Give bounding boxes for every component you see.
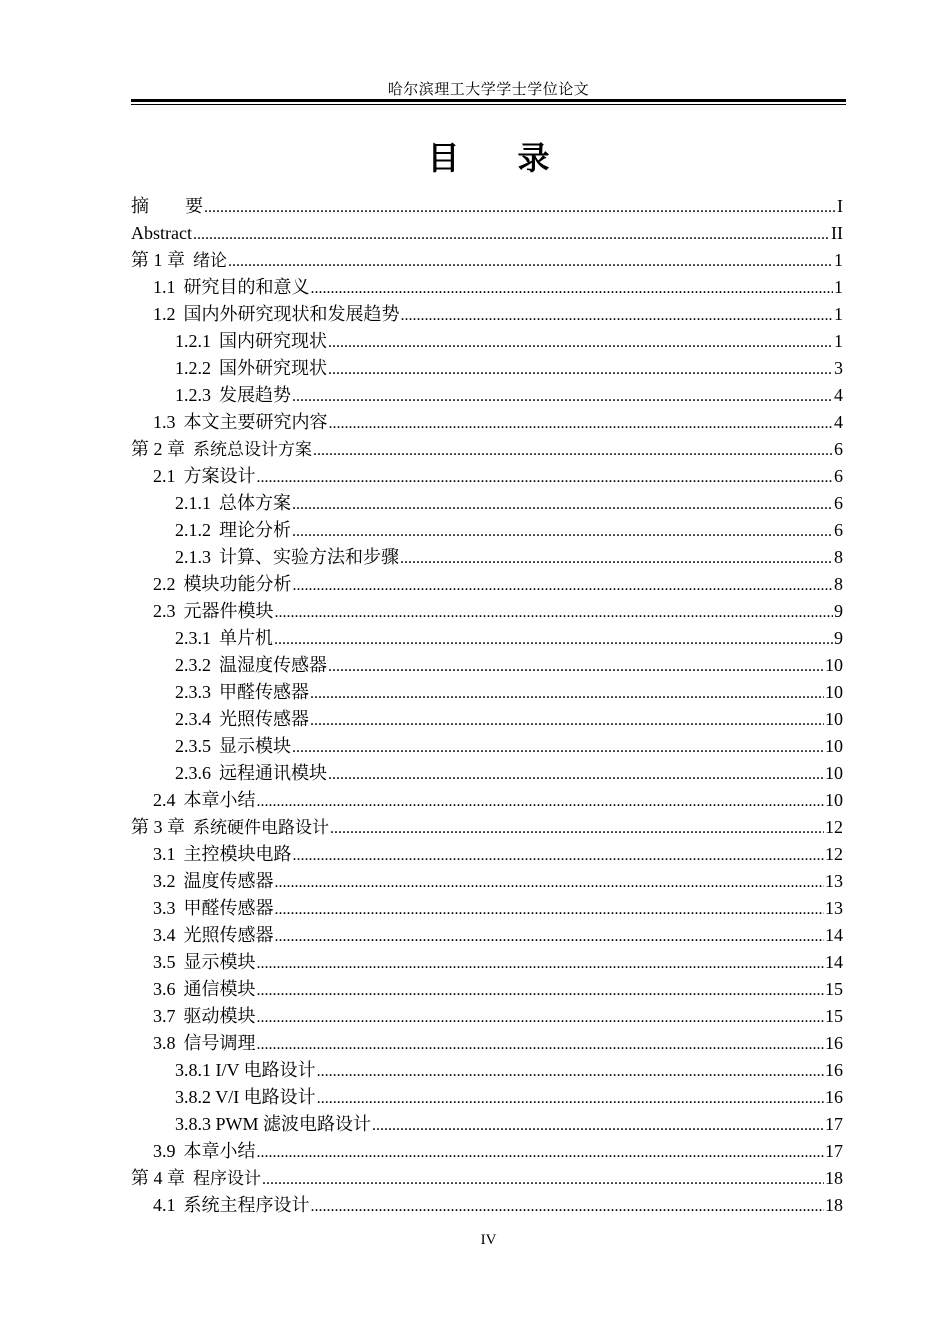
toc-entry-page: 12 xyxy=(825,844,843,864)
toc-entry-label xyxy=(131,814,329,842)
toc-entry-label xyxy=(175,625,273,652)
toc-entry-number: 第 2 章 xyxy=(131,439,185,459)
toc-entry-page: 18 xyxy=(825,1195,843,1215)
toc-entry-label xyxy=(175,706,309,733)
toc-entry-label xyxy=(153,895,274,922)
toc-entry-title: Abstract xyxy=(131,223,192,243)
toc-entry-number: 第 4 章 xyxy=(131,1168,185,1188)
toc-entry-page: 10 xyxy=(825,736,843,756)
toc-entry[interactable] xyxy=(131,949,843,976)
toc-entry-label xyxy=(153,571,292,598)
toc-entry-label xyxy=(175,1057,316,1084)
toc-entry-page: 16 xyxy=(825,1060,843,1080)
toc-entry-page: 16 xyxy=(825,1087,843,1107)
toc-entry-page: 4 xyxy=(834,385,843,405)
toc-entry[interactable] xyxy=(131,382,843,409)
toc-entry-title: 通信模块 xyxy=(183,979,256,999)
table-of-contents xyxy=(131,193,843,1219)
toc-entry-number: 3.1 xyxy=(153,844,176,864)
toc-entry-title: 远程通讯模块 xyxy=(219,763,327,783)
toc-entry[interactable] xyxy=(131,490,843,517)
toc-entry-title: 本文主要研究内容 xyxy=(183,412,328,432)
toc-entry-title: 系统硬件电路设计 xyxy=(193,818,329,838)
toc-entry-title: 温湿度传感器 xyxy=(219,655,327,675)
dot-leader xyxy=(310,680,824,707)
toc-entry-title: 方案设计 xyxy=(183,466,256,486)
toc-entry[interactable] xyxy=(131,544,843,571)
dot-leader xyxy=(317,1085,824,1112)
toc-entry-number: 2.3 xyxy=(153,601,176,621)
toc-entry[interactable] xyxy=(131,787,843,814)
toc-entry[interactable] xyxy=(131,193,843,220)
dot-leader xyxy=(401,302,834,329)
toc-entry[interactable] xyxy=(131,463,843,490)
page-number: IV xyxy=(480,1232,497,1248)
toc-entry-page: 10 xyxy=(825,682,843,702)
toc-entry-page: II xyxy=(831,223,843,243)
dot-leader xyxy=(329,410,834,437)
toc-entry-label xyxy=(153,841,292,868)
page-title xyxy=(131,133,846,179)
toc-entry-label xyxy=(175,679,309,706)
dot-leader xyxy=(313,437,833,464)
toc-entry-label xyxy=(153,787,256,814)
dot-leader xyxy=(328,761,824,788)
toc-entry-title: 模块功能分析 xyxy=(183,574,292,594)
toc-entry-title: 计算、实验方法和步骤 xyxy=(219,547,399,567)
toc-entry-number: 4.1 xyxy=(153,1195,176,1215)
dot-leader xyxy=(292,734,824,761)
toc-entry[interactable] xyxy=(131,733,843,760)
toc-entry-number: 2.1 xyxy=(153,466,176,486)
toc-entry-title: 显示模块 xyxy=(219,736,291,756)
toc-entry-title: 甲醛传感器 xyxy=(183,898,274,918)
title-char-left: 目 xyxy=(427,139,460,177)
toc-entry-title: 国内外研究现状和发展趋势 xyxy=(183,304,400,324)
toc-entry-number: 2.1.3 xyxy=(175,547,211,567)
toc-entry-page: 1 xyxy=(834,250,843,270)
toc-entry[interactable] xyxy=(131,679,843,706)
toc-entry-label xyxy=(175,733,291,760)
toc-entry-label xyxy=(153,274,310,301)
toc-entry-title: 理论分析 xyxy=(219,520,291,540)
toc-entry-label xyxy=(131,193,203,220)
toc-entry-page: 1 xyxy=(834,331,843,351)
dot-leader xyxy=(275,599,834,626)
dot-leader xyxy=(257,464,834,491)
toc-entry-page: 17 xyxy=(825,1141,843,1161)
dot-leader xyxy=(292,383,833,410)
toc-entry-page: 18 xyxy=(825,1168,843,1188)
toc-entry-title: 程序设计 xyxy=(193,1169,261,1189)
toc-entry-title: I/V 电路设计 xyxy=(215,1060,316,1080)
toc-entry-title: 驱动模块 xyxy=(183,1006,256,1026)
dot-leader xyxy=(328,329,833,356)
toc-entry-label xyxy=(153,868,274,895)
dot-leader xyxy=(310,707,824,734)
toc-entry-title: V/I 电路设计 xyxy=(215,1087,316,1107)
toc-entry-page: 1 xyxy=(834,277,843,297)
toc-entry[interactable] xyxy=(131,301,843,328)
toc-entry[interactable] xyxy=(131,1084,843,1111)
dot-leader xyxy=(328,356,833,383)
dot-leader xyxy=(317,1058,824,1085)
toc-entry-label xyxy=(153,463,256,490)
toc-entry-label xyxy=(131,220,192,247)
dot-leader xyxy=(228,248,833,275)
toc-entry-title: 国内研究现状 xyxy=(219,331,327,351)
toc-entry-label xyxy=(153,949,256,976)
toc-entry-label xyxy=(153,1030,256,1057)
toc-entry[interactable] xyxy=(131,1030,843,1057)
toc-entry-title: 绪论 xyxy=(193,251,227,271)
toc-entry[interactable] xyxy=(131,274,843,301)
toc-entry[interactable] xyxy=(131,247,843,274)
toc-entry[interactable] xyxy=(131,598,843,625)
toc-entry-number: 3.8.2 xyxy=(175,1087,211,1107)
toc-entry-number: 3.8.3 xyxy=(175,1114,211,1134)
toc-entry[interactable] xyxy=(131,868,843,895)
dot-leader xyxy=(400,545,833,572)
dot-leader xyxy=(311,275,834,302)
dot-leader xyxy=(275,896,825,923)
toc-entry[interactable] xyxy=(131,409,843,436)
toc-entry-page: 15 xyxy=(825,979,843,999)
toc-entry-title: 元器件模块 xyxy=(183,601,274,621)
toc-entry[interactable] xyxy=(131,328,843,355)
toc-entry-number: 1.2.1 xyxy=(175,331,211,351)
toc-entry-page: 17 xyxy=(825,1114,843,1134)
dot-leader xyxy=(257,1139,825,1166)
toc-entry[interactable] xyxy=(131,571,843,598)
toc-entry-title: 单片机 xyxy=(219,628,273,648)
toc-entry-number: 1.2.2 xyxy=(175,358,211,378)
toc-entry-page: 3 xyxy=(834,358,843,378)
toc-entry-number: 1.2.3 xyxy=(175,385,211,405)
toc-entry-number: 2.3.1 xyxy=(175,628,211,648)
toc-entry-number: 2.4 xyxy=(153,790,176,810)
toc-entry-title: 主控模块电路 xyxy=(183,844,292,864)
toc-entry-number: 3.6 xyxy=(153,979,176,999)
toc-entry-label xyxy=(175,652,327,679)
dot-leader xyxy=(257,950,825,977)
toc-entry-page: 16 xyxy=(825,1033,843,1053)
header-rule-thick xyxy=(131,99,846,102)
toc-entry-page: 6 xyxy=(834,493,843,513)
toc-entry[interactable] xyxy=(131,355,843,382)
dot-leader xyxy=(293,572,834,599)
toc-entry-number: 3.8.1 xyxy=(175,1060,211,1080)
dot-leader xyxy=(275,923,825,950)
toc-entry[interactable] xyxy=(131,1192,843,1219)
toc-entry-title: 信号调理 xyxy=(183,1033,256,1053)
dot-leader xyxy=(204,194,836,221)
dot-leader xyxy=(372,1112,824,1139)
toc-entry-label xyxy=(175,355,327,382)
toc-entry-label xyxy=(153,922,274,949)
dot-leader xyxy=(275,869,825,896)
toc-entry-page: 9 xyxy=(834,601,843,621)
toc-entry-label xyxy=(153,976,256,1003)
toc-entry-label xyxy=(153,301,400,328)
toc-entry-number: 3.4 xyxy=(153,925,176,945)
toc-entry-number: 1.3 xyxy=(153,412,176,432)
dot-leader xyxy=(262,1166,824,1193)
toc-entry[interactable] xyxy=(131,1057,843,1084)
toc-entry-number: 2.3.6 xyxy=(175,763,211,783)
toc-entry-number: 3.2 xyxy=(153,871,176,891)
toc-entry-number: 3.8 xyxy=(153,1033,176,1053)
dot-leader xyxy=(328,653,824,680)
toc-entry-title: 温度传感器 xyxy=(183,871,274,891)
toc-entry-title: PWM 滤波电路设计 xyxy=(215,1114,372,1134)
dot-leader xyxy=(274,626,833,653)
toc-entry-page: 13 xyxy=(825,898,843,918)
toc-entry-label xyxy=(131,1165,261,1193)
toc-entry[interactable] xyxy=(131,922,843,949)
toc-entry-page: 10 xyxy=(825,709,843,729)
running-header: 哈尔滨理工大学学士学位论文 xyxy=(387,82,590,98)
toc-entry-title: 光照传感器 xyxy=(183,925,274,945)
dot-leader xyxy=(193,221,830,248)
toc-entry-number: 第 1 章 xyxy=(131,250,185,270)
toc-entry[interactable] xyxy=(131,625,843,652)
toc-entry[interactable] xyxy=(131,895,843,922)
toc-entry-page: I xyxy=(837,196,843,216)
dot-leader xyxy=(257,977,825,1004)
toc-entry[interactable] xyxy=(131,1003,843,1030)
header-rule-thin xyxy=(131,104,846,105)
toc-entry-page: 8 xyxy=(834,547,843,567)
toc-entry-title: 研究目的和意义 xyxy=(183,277,310,297)
toc-entry-title: 摘 要 xyxy=(131,196,203,216)
toc-entry-label xyxy=(153,598,274,625)
toc-entry-label xyxy=(153,409,328,436)
toc-entry-page: 10 xyxy=(825,763,843,783)
toc-entry-number: 3.5 xyxy=(153,952,176,972)
toc-entry-number: 3.7 xyxy=(153,1006,176,1026)
toc-entry-page: 14 xyxy=(825,925,843,945)
toc-entry-number: 3.9 xyxy=(153,1141,176,1161)
toc-entry-label xyxy=(153,1138,256,1165)
toc-entry-number: 2.1.1 xyxy=(175,493,211,513)
toc-entry-title: 系统总设计方案 xyxy=(193,440,312,460)
toc-entry-number: 2.1.2 xyxy=(175,520,211,540)
toc-entry[interactable] xyxy=(131,1165,843,1192)
toc-entry-number: 2.3.5 xyxy=(175,736,211,756)
toc-entry-number: 2.2 xyxy=(153,574,176,594)
toc-entry[interactable] xyxy=(131,220,843,247)
toc-entry-page: 15 xyxy=(825,1006,843,1026)
toc-entry[interactable] xyxy=(131,652,843,679)
toc-entry-label xyxy=(175,1111,371,1138)
toc-entry-title: 发展趋势 xyxy=(219,385,291,405)
toc-entry-label xyxy=(153,1192,310,1219)
toc-entry-page: 6 xyxy=(834,520,843,540)
toc-entry-title: 甲醛传感器 xyxy=(219,682,309,702)
toc-entry-title: 本章小结 xyxy=(183,790,256,810)
toc-entry-page: 4 xyxy=(834,412,843,432)
toc-entry-label xyxy=(175,544,399,571)
toc-entry-label xyxy=(131,247,227,275)
title-char-right: 录 xyxy=(517,139,550,177)
toc-entry-label xyxy=(175,490,291,517)
toc-entry-number: 3.3 xyxy=(153,898,176,918)
toc-entry-number: 2.3.4 xyxy=(175,709,211,729)
toc-entry-label xyxy=(175,382,291,409)
dot-leader xyxy=(257,1004,825,1031)
toc-entry[interactable] xyxy=(131,976,843,1003)
toc-entry-label xyxy=(131,436,312,464)
dot-leader xyxy=(293,842,825,869)
toc-entry-page: 8 xyxy=(834,574,843,594)
toc-entry-label xyxy=(175,517,291,544)
toc-entry-page: 6 xyxy=(834,466,843,486)
toc-entry-page: 12 xyxy=(825,817,843,837)
dot-leader xyxy=(311,1193,825,1220)
toc-entry[interactable] xyxy=(131,1138,843,1165)
toc-entry-title: 光照传感器 xyxy=(219,709,309,729)
toc-entry-page: 10 xyxy=(825,655,843,675)
toc-entry[interactable] xyxy=(131,706,843,733)
toc-entry-number: 第 3 章 xyxy=(131,817,185,837)
dot-leader xyxy=(292,518,833,545)
dot-leader xyxy=(257,788,825,815)
toc-entry-label xyxy=(175,1084,316,1111)
toc-entry[interactable] xyxy=(131,436,843,463)
toc-entry[interactable] xyxy=(131,814,843,841)
toc-entry[interactable] xyxy=(131,517,843,544)
toc-entry-number: 1.2 xyxy=(153,304,176,324)
toc-entry-page: 6 xyxy=(834,439,843,459)
toc-entry-title: 显示模块 xyxy=(183,952,256,972)
toc-entry-title: 总体方案 xyxy=(219,493,291,513)
toc-entry[interactable] xyxy=(131,760,843,787)
dot-leader xyxy=(292,491,833,518)
toc-entry-title: 系统主程序设计 xyxy=(183,1195,310,1215)
toc-entry-number: 2.3.3 xyxy=(175,682,211,702)
toc-entry-number: 2.3.2 xyxy=(175,655,211,675)
toc-entry[interactable] xyxy=(131,841,843,868)
toc-entry-title: 国外研究现状 xyxy=(219,358,327,378)
toc-entry-label xyxy=(175,328,327,355)
dot-leader xyxy=(330,815,824,842)
toc-entry-page: 14 xyxy=(825,952,843,972)
toc-entry-number: 1.1 xyxy=(153,277,176,297)
toc-entry-page: 13 xyxy=(825,871,843,891)
dot-leader xyxy=(257,1031,825,1058)
toc-entry-title: 本章小结 xyxy=(183,1141,256,1161)
toc-entry-page: 9 xyxy=(834,628,843,648)
toc-entry-label xyxy=(153,1003,256,1030)
toc-entry-page: 1 xyxy=(834,304,843,324)
toc-entry-label xyxy=(175,760,327,787)
toc-entry-page: 10 xyxy=(825,790,843,810)
toc-entry[interactable] xyxy=(131,1111,843,1138)
